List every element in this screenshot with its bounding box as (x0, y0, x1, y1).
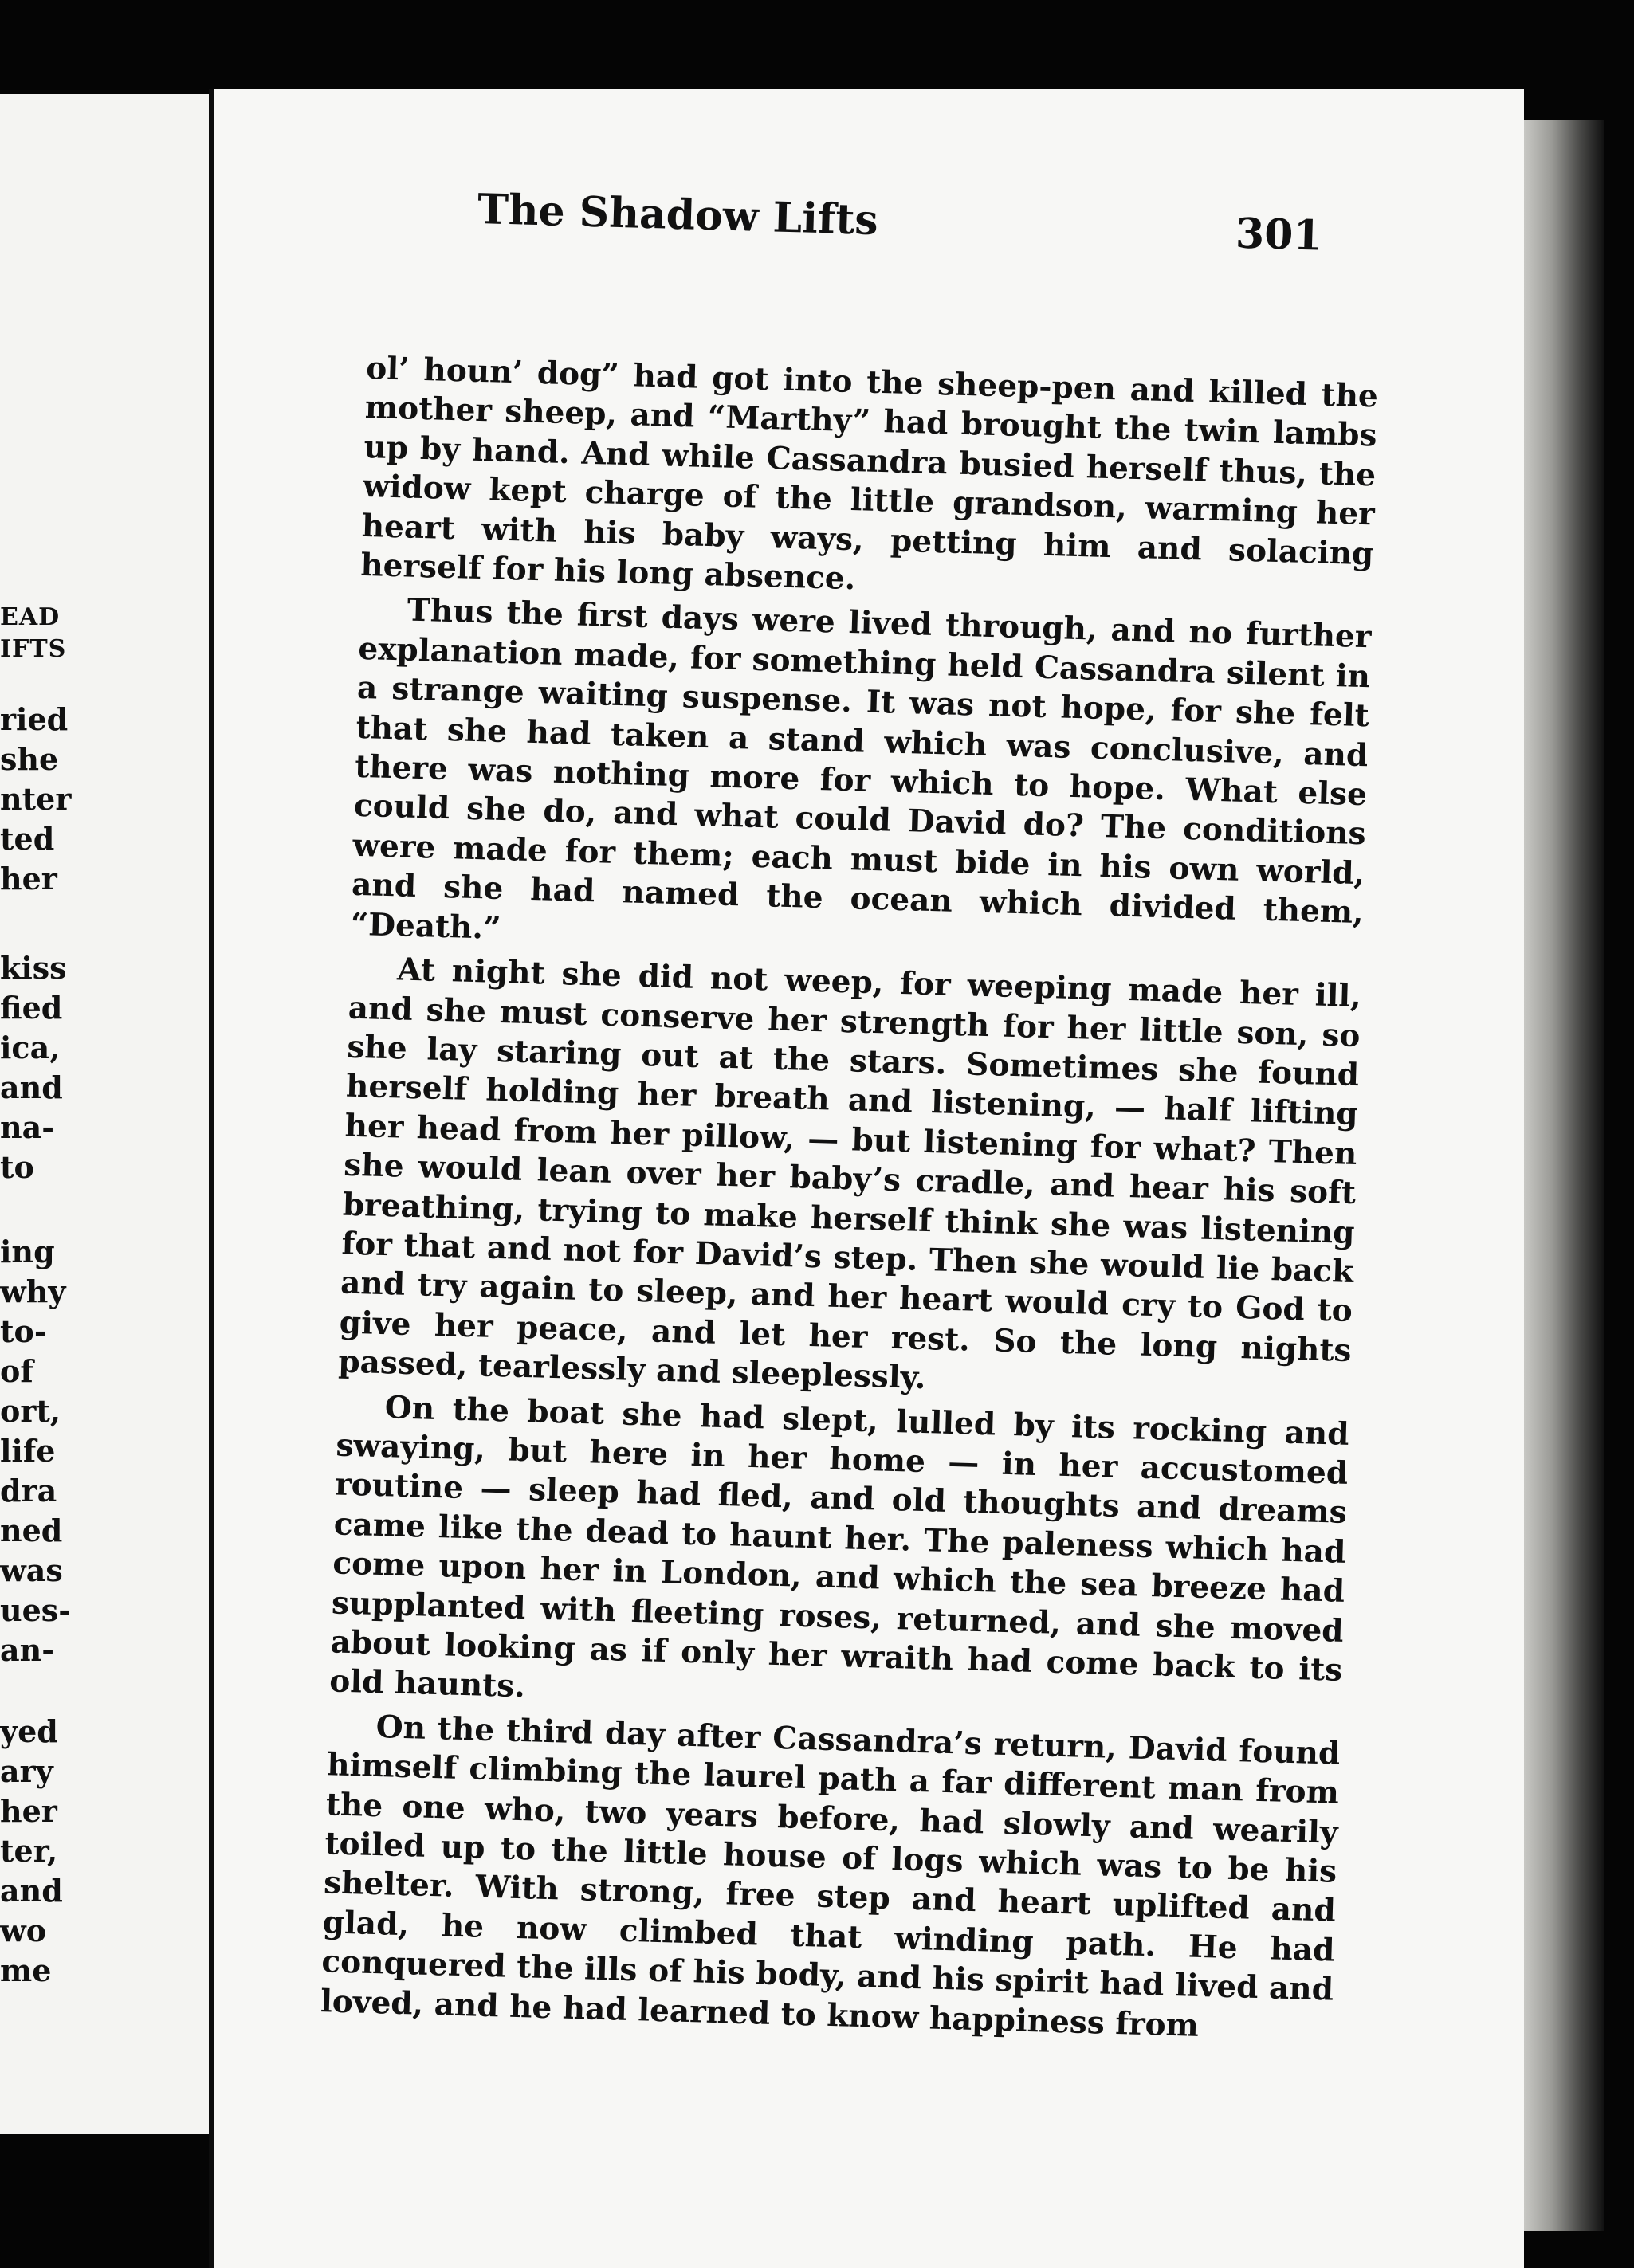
left-fragment: wo (0, 1913, 47, 1948)
left-fragment: ues- (0, 1592, 71, 1628)
left-fragment: ica, (0, 1030, 61, 1065)
left-fragment: na- (0, 1109, 55, 1145)
left-fragment: life (0, 1433, 56, 1469)
left-fragment: ing (0, 1234, 55, 1269)
page-edge-shadow (1524, 120, 1604, 2231)
left-fragment: was (0, 1552, 63, 1588)
left-fragment: and (0, 1069, 63, 1105)
left-fragment: ary (0, 1753, 53, 1789)
left-fragment: of (0, 1353, 33, 1389)
left-fragment: fied (0, 990, 63, 1026)
page-number: 301 (1235, 209, 1323, 261)
left-fragment: me (0, 1952, 52, 1988)
paragraph: On the boat she had slept, lulled by its rocking and swaying, but here in her home — in her accustomed routine — sleep had fled, and old thoughts and dreams came like the dead to haunt her. The paleness which had come upon her in London, and which the sea breeze had supplanted with fleeting roses, returned, and she moved about looking as if only her wraith had come back to its old haunts. (328, 1388, 1350, 1705)
left-fragment: dra (0, 1473, 57, 1509)
left-fragment: IFTS (0, 635, 67, 663)
paragraph: ol’ houn’ dog” had got into the sheep-pen and killed the mother sheep, and “Marthy” had brought the twin lambs up by hand. And while Cassandra busied herself thus, the widow kept charge of the little grandson, warming her heart with his baby ways, petting him and solacing herself for his long absence. (359, 349, 1379, 598)
running-head: The Shadow Lifts (477, 185, 879, 245)
left-fragment: to- (0, 1313, 47, 1349)
left-fragment: to (0, 1149, 34, 1185)
paragraph: At night she did not weep, for weeping made her ill, and she must conserve her strength for her little son, so she lay staring out at the stars. Sometimes she found herself holding her breath and listening, — half lifting her head from her pillow, — but listening for what? Then she would lean over her baby’s cradle, and hear his soft breathing, trying to make herself think she was listening for that and not for David’s step. Then she would lie back and try again to sleep, and her heart would cry to God to give her peace, and let her rest. So the long nights passed, tearlessly and sleeplessly. (337, 951, 1362, 1397)
left-fragment: ned (0, 1513, 63, 1548)
left-fragment: why (0, 1273, 66, 1309)
left-fragment: nter (0, 781, 72, 817)
paragraph: Thus the first days were lived through, and no further explanation made, for something held Cassandra silent in a strange waiting suspense. It was not hope, for she felt that she had taken a stand which was conclusive, and there was nothing more for which to hope. What else could she do, and what could David do? The conditions were made for them; each must bide in his own world, and she had named the ocean which divided them, “Death.” (350, 591, 1373, 947)
paragraph: On the third day after Cassandra’s return, David found himself climbing the laurel path a far different man from the one who, two years before, had slowly and wearily toiled up to the little house of logs which was to be his shelter. With strong, free step and heart uplifted and glad, he now climbed that winding path. He had conquered the ills of his body, and his spirit had lived and loved, and he had learned to know happiness from (320, 1708, 1341, 2044)
left-fragment: her (0, 861, 57, 897)
left-fragment: and (0, 1873, 63, 1909)
left-fragment: an- (0, 1632, 55, 1668)
left-fragment: yed (0, 1713, 58, 1749)
body-text (320, 349, 1378, 2050)
left-fragment: ted (0, 821, 55, 857)
left-fragment: she (0, 741, 59, 777)
previous-page-edge (0, 94, 212, 2134)
left-fragment: ter, (0, 1833, 58, 1869)
left-fragment: her (0, 1793, 57, 1829)
left-fragment: ort, (0, 1393, 61, 1429)
left-fragment: EAD (0, 603, 61, 631)
left-fragment: ried (0, 701, 69, 737)
left-fragment: kiss (0, 950, 67, 986)
